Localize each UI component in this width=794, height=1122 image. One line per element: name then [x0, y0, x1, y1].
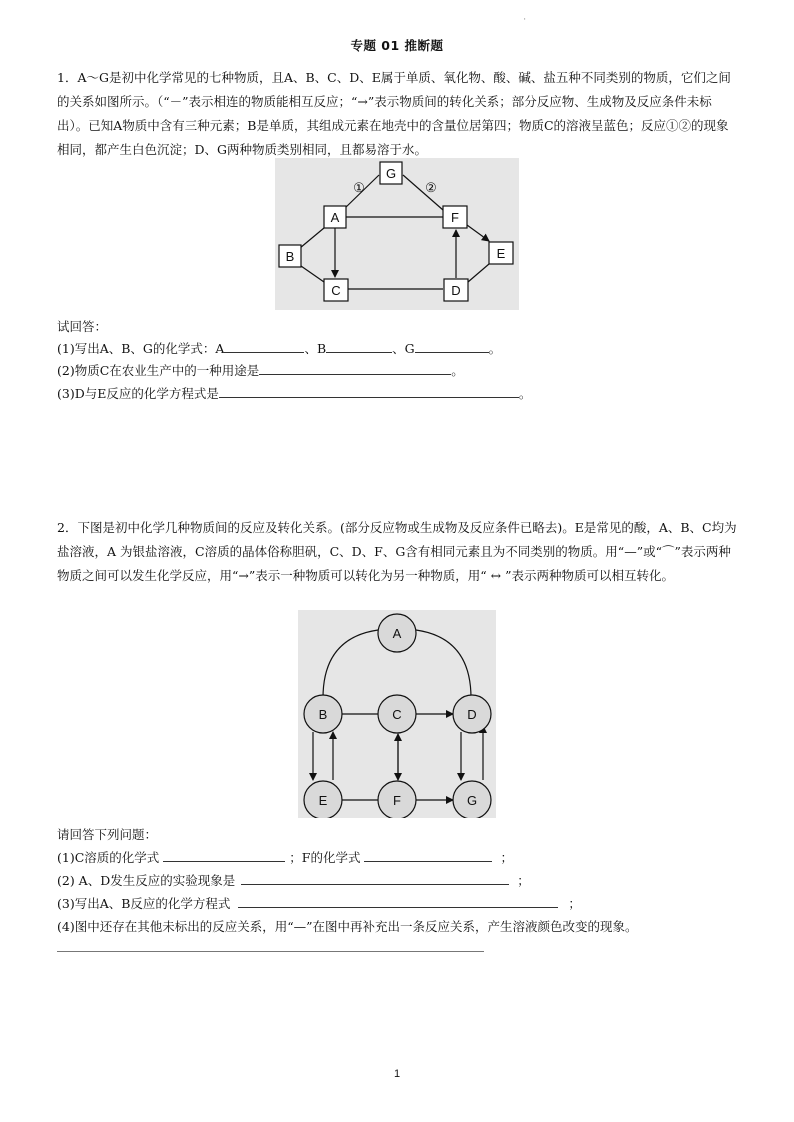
node-c: [324, 279, 348, 301]
node-a: [324, 206, 346, 228]
edge-a-b: [300, 228, 324, 248]
q2-diagram: [298, 610, 496, 818]
corner-mark: ': [524, 18, 526, 25]
svg-text:E: E: [496, 246, 506, 261]
edge-d-e: [468, 264, 489, 282]
answer-blank-c-formula[interactable]: [163, 849, 285, 862]
svg-text:D: D: [467, 707, 477, 722]
q1-stem: 1．A～G是初中化学常见的七种物质，且A、B、C、D、E属于单质、氧化物、酸、碱、盐五种不同类别的物质，它们之间的关系如图所示。（“－”表示相连的物质能相互反应；“→”表示物质间的转化关系；部分反应物、生成物及反应条件未标出）。已知A物质中含有三种元素；B是单质，其组成元素在地壳中的含量位居第四；物质C的溶液呈蓝色；反应①②的现象相同，都产生白色沉淀；D、G两种物质类别相同，且都易溶于水。: [57, 70, 731, 157]
answer-line-q2-sub4[interactable]: [57, 951, 484, 952]
answer-blank-c-use[interactable]: [259, 362, 451, 375]
q1-sub2: [57, 362, 464, 380]
node-e: [489, 242, 513, 264]
answer-blank-b[interactable]: [326, 340, 392, 353]
arc-a-d: [416, 630, 471, 698]
node-d: [453, 695, 491, 733]
svg-text:G: G: [385, 166, 397, 181]
answer-blank-a-d-phenomenon[interactable]: [241, 872, 509, 885]
node-f: [443, 206, 467, 228]
q1-prompt: 试回答：: [57, 319, 108, 334]
q1-sub3-text: (3)D与E反应的化学方程式是: [57, 386, 219, 401]
svg-text:F: F: [451, 210, 459, 225]
answer-blank-f-formula[interactable]: [364, 849, 492, 862]
page-number: 1: [393, 1068, 401, 1080]
q2-sub4: (4)图中还存在其他未标出的反应关系，用“—”在图中再补充出一条反应关系，产生溶液颜色改变的现象。: [57, 919, 638, 934]
arrow-f-e: [467, 225, 489, 241]
edge-g-f: [403, 175, 443, 210]
svg-text:B: B: [285, 249, 295, 264]
svg-text:G: G: [466, 793, 478, 808]
svg-text:D: D: [451, 283, 461, 298]
q1-sub1-sep1: 、B: [304, 341, 327, 356]
q1-sub3-end: 。: [518, 386, 532, 401]
node-f: [378, 781, 416, 818]
node-a: [378, 614, 416, 652]
q1-sub1-text: (1)写出A、B、G的化学式：A: [57, 341, 225, 356]
q2-sub2-text: (2) A、D发生反应的实验现象是: [57, 873, 236, 888]
svg-text:F: F: [393, 793, 401, 808]
node-g: [380, 162, 402, 184]
q2-sub2-end: ；: [517, 873, 530, 888]
q2-sub3-end: ；: [568, 896, 581, 911]
svg-text:C: C: [392, 707, 402, 722]
node-d: [444, 279, 468, 301]
q2-sub3: [57, 895, 581, 913]
q1-sub1: [57, 340, 501, 358]
q2-prompt: 请回答下列问题：: [57, 827, 158, 842]
q2-sub1-mid: ；F的化学式: [289, 850, 361, 865]
q1-sub2-end: 。: [451, 363, 464, 378]
reaction-marker-2: ②: [425, 180, 437, 195]
q1-diagram: [275, 158, 519, 310]
node-b: [279, 245, 301, 267]
edge-b-c: [301, 266, 324, 282]
reaction-marker-1: ①: [353, 180, 365, 195]
q2-sub1-end: ；: [500, 850, 513, 865]
answer-blank-g[interactable]: [415, 340, 489, 353]
svg-text:E: E: [318, 793, 328, 808]
page-title: 专题 01 推断题: [350, 38, 444, 53]
q2-sub1-text: (1)C溶质的化学式: [57, 850, 160, 865]
answer-blank-d-e-equation[interactable]: [219, 385, 519, 398]
q2-sub3-text: (3)写出A、B反应的化学方程式: [57, 896, 231, 911]
answer-blank-a-b-equation[interactable]: [238, 895, 558, 908]
q1-sub1-sep2: 、G: [392, 341, 415, 356]
q2-sub1: [57, 849, 513, 867]
q2-stem: 2．下图是初中化学几种物质间的反应及转化关系。(部分反应物或生成物及反应条件已略去)。E是常见的酸，A、B、C均为盐溶液，A 为银盐溶液，C溶质的晶体俗称胆矾，C、D、F、G含有相同元素且为不同类别的物质。用“—”或“⌒”表示两种物质之间可以发生化学反应，用“→”表示一种物质可以转化为另一种物质，用“ ↔ ”表示两种物质可以相互转化。: [57, 520, 737, 583]
svg-text:C: C: [331, 283, 341, 298]
node-c: [378, 695, 416, 733]
node-g: [453, 781, 491, 818]
node-e: [304, 781, 342, 818]
q1-sub1-end: 。: [488, 341, 502, 356]
q1-sub2-text: (2)物质C在农业生产中的一种用途是: [57, 363, 260, 378]
q2-sub2: [57, 872, 530, 890]
arc-a-b: [323, 630, 378, 698]
node-b: [304, 695, 342, 733]
svg-text:B: B: [318, 707, 328, 722]
answer-blank-a[interactable]: [224, 340, 304, 353]
svg-text:A: A: [392, 626, 402, 641]
svg-text:A: A: [330, 210, 340, 225]
q1-sub3: [57, 385, 531, 403]
